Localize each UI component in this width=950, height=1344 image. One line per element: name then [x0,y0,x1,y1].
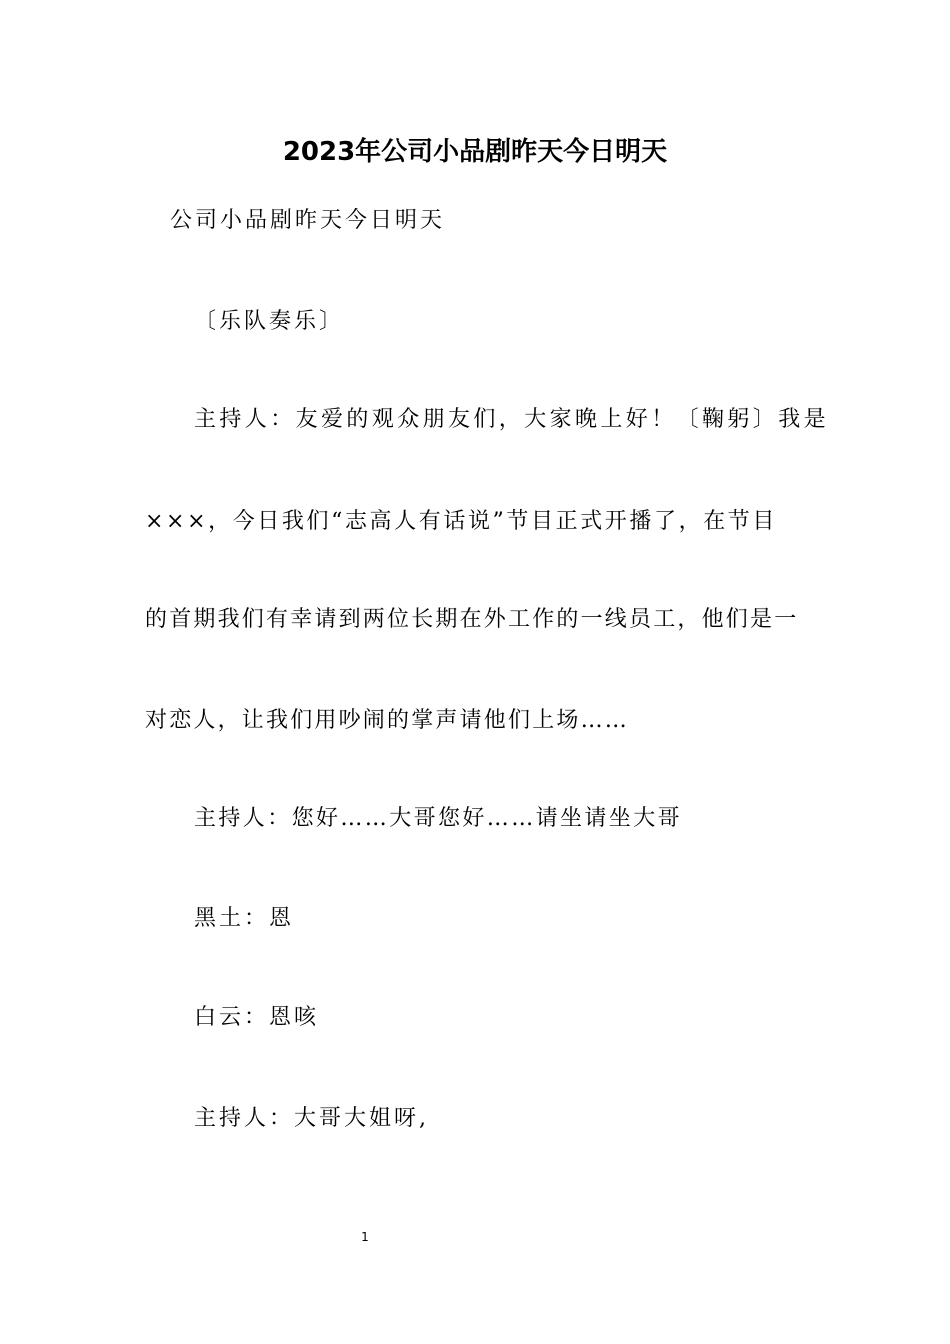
host-intro-line: 主持人：友爱的观众朋友们，大家晚上好！〔鞠躬〕我是 [194,407,830,432]
host-intro-line: 对恋人，让我们用吵闹的掌声请他们上场…… [145,708,630,733]
page-number: 1 [361,1230,369,1244]
dialogue-line: 主持人：您好……大哥您好……请坐请坐大哥 [194,806,683,831]
host-intro-line: 的首期我们有幸请到两位长期在外工作的一线员工，他们是一 [145,607,799,632]
host-intro-line: ×××，今日我们“志高人有话说”节目正式开播了，在节目 [145,509,777,534]
dialogue-line: 白云：恩咳 [194,1005,320,1030]
stage-direction: 〔乐队奏乐〕 [194,309,345,334]
subtitle: 公司小品剧昨天今日明天 [170,208,446,233]
dialogue-line: 主持人：大哥大姐呀, [194,1106,429,1131]
dialogue-line: 黑土：恩 [194,906,295,931]
document-title: 2023年公司小品剧昨天今日明天 [282,137,668,167]
